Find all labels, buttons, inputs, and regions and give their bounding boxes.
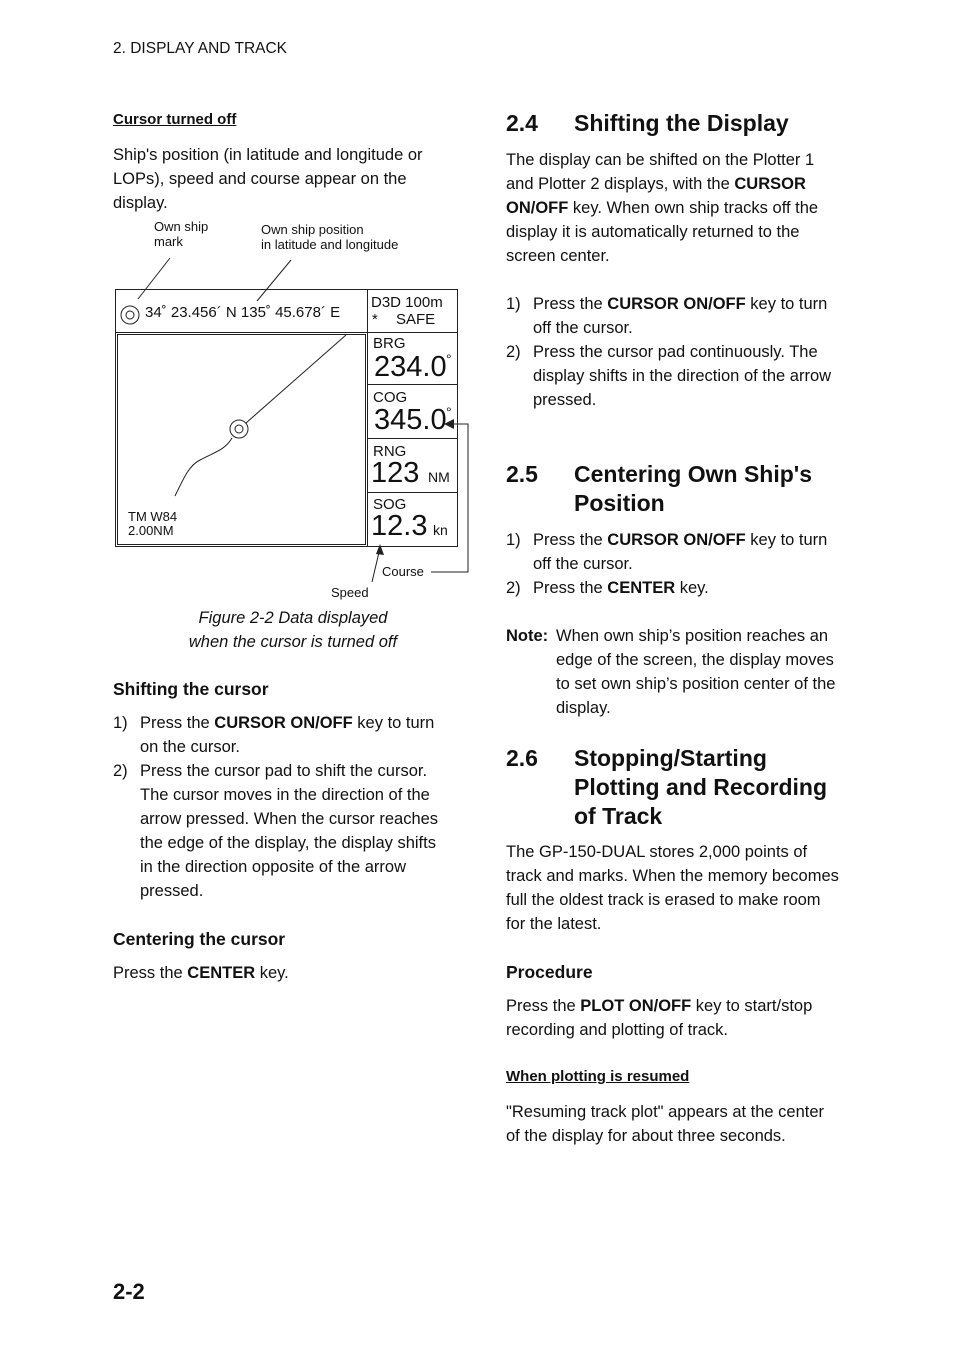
running-header: 2. DISPLAY AND TRACK — [113, 40, 288, 57]
section-2-5-steps — [506, 528, 876, 600]
own-ship-symbol — [230, 420, 248, 438]
own-ship-mark-header — [121, 306, 139, 324]
page-number: 2-2 — [113, 1279, 145, 1304]
cog-degree: ° — [446, 404, 452, 420]
list-item: 1) Press the CURSOR ON/OFF key to turn off the cursor. — [506, 295, 828, 337]
d3d-status: D3D 100m — [371, 294, 443, 311]
list-item: 2) Press the cursor pad continuously. The display shifts in the direction of the arrow pressed. — [506, 343, 832, 409]
cog-label: COG — [373, 389, 408, 406]
rng-value: 123 — [371, 457, 420, 489]
brg-label: BRG — [373, 335, 406, 352]
section-2-4-paragraph: The display can be shifted on the Plotter 1 and Plotter 2 displays, with the CURSOR ON/OFF key. When own ship tracks off the display it is automatically returned to the screen center. — [506, 151, 819, 265]
cursor-off-heading: Cursor turned off — [113, 111, 237, 128]
note: Note: When own ship’s position reaches an edge of the screen, the display moves to set own ship’s position center of the display. — [506, 624, 876, 720]
shifting-cursor-heading: Shifting the cursor — [113, 679, 269, 699]
list-item: 1) Press the CURSOR ON/OFF key to turn on the cursor. — [113, 714, 435, 756]
list-item: 2) Press the cursor pad to shift the cursor. The cursor moves in the direction of the arrow pressed. When the cursor reaches the edge of the display, the display shifts in the direction opposite of the arrow pressed. — [113, 762, 439, 900]
shifting-cursor-steps — [113, 711, 473, 903]
status-star: * — [372, 311, 378, 328]
sog-value: 12.3 — [371, 510, 428, 542]
section-2-5-heading: 2.5 Centering Own Ship's Position — [506, 461, 813, 516]
leader-own-ship-mark — [138, 258, 170, 299]
section-2-4-heading: 2.4 Shifting the Display — [506, 110, 789, 136]
plotting-resumed-heading: When plotting is resumed — [506, 1068, 690, 1085]
safe-status: SAFE — [396, 311, 436, 328]
callout-own-ship-mark: Own ship mark — [154, 219, 209, 249]
section-2-6-heading: 2.6 Stopping/Starting Plotting and Recording of Track — [506, 745, 827, 829]
sog-unit: kn — [433, 522, 448, 538]
course-line — [246, 335, 346, 423]
callout-own-ship-position: Own ship position in latitude and longitude — [261, 222, 399, 252]
leader-own-ship-position — [257, 260, 291, 301]
rng-label: RNG — [373, 443, 407, 460]
rng-unit: NM — [428, 469, 450, 485]
position-readout: 34˚ 23.456´ N 135˚ 45.678´ E — [145, 304, 341, 321]
callout-course: Course — [382, 564, 424, 579]
cursor-off-text: Ship's position (in latitude and longitude or LOPs), speed and course appear on the display. — [113, 146, 423, 212]
list-item: 1) Press the CURSOR ON/OFF key to turn off the cursor. — [506, 531, 828, 573]
brg-value: 234.0 — [374, 351, 447, 383]
callout-speed: Speed — [331, 585, 369, 600]
plotting-resumed-text: "Resuming track plot" appears at the center of the display for about three seconds. — [506, 1103, 825, 1145]
list-item: 2) Press the CENTER key. — [506, 579, 709, 597]
leader-course — [431, 424, 468, 572]
sog-label: SOG — [373, 496, 407, 513]
procedure-heading: Procedure — [506, 962, 593, 982]
display-range: 2.00NM — [128, 523, 174, 538]
centering-cursor-text: Press the CENTER key. — [113, 964, 289, 982]
centering-cursor-heading: Centering the cursor — [113, 929, 286, 949]
section-2-4-steps — [506, 292, 876, 412]
section-2-6-paragraph: The GP-150-DUAL stores 2,000 points of track and marks. When the memory becomes full the oldest track is erased to make room for the latest. — [506, 843, 839, 933]
display-mode: TM W84 — [128, 509, 178, 524]
figure-caption: Figure 2-2 Data displayed when the cursor is turned off — [188, 609, 398, 651]
cog-value: 345.0 — [374, 404, 447, 436]
procedure-text: Press the PLOT ON/OFF key to start/stop recording and plotting of track. — [506, 997, 813, 1039]
track-line — [175, 438, 232, 496]
brg-degree: ° — [446, 351, 452, 367]
note-label: Note: — [506, 627, 549, 645]
